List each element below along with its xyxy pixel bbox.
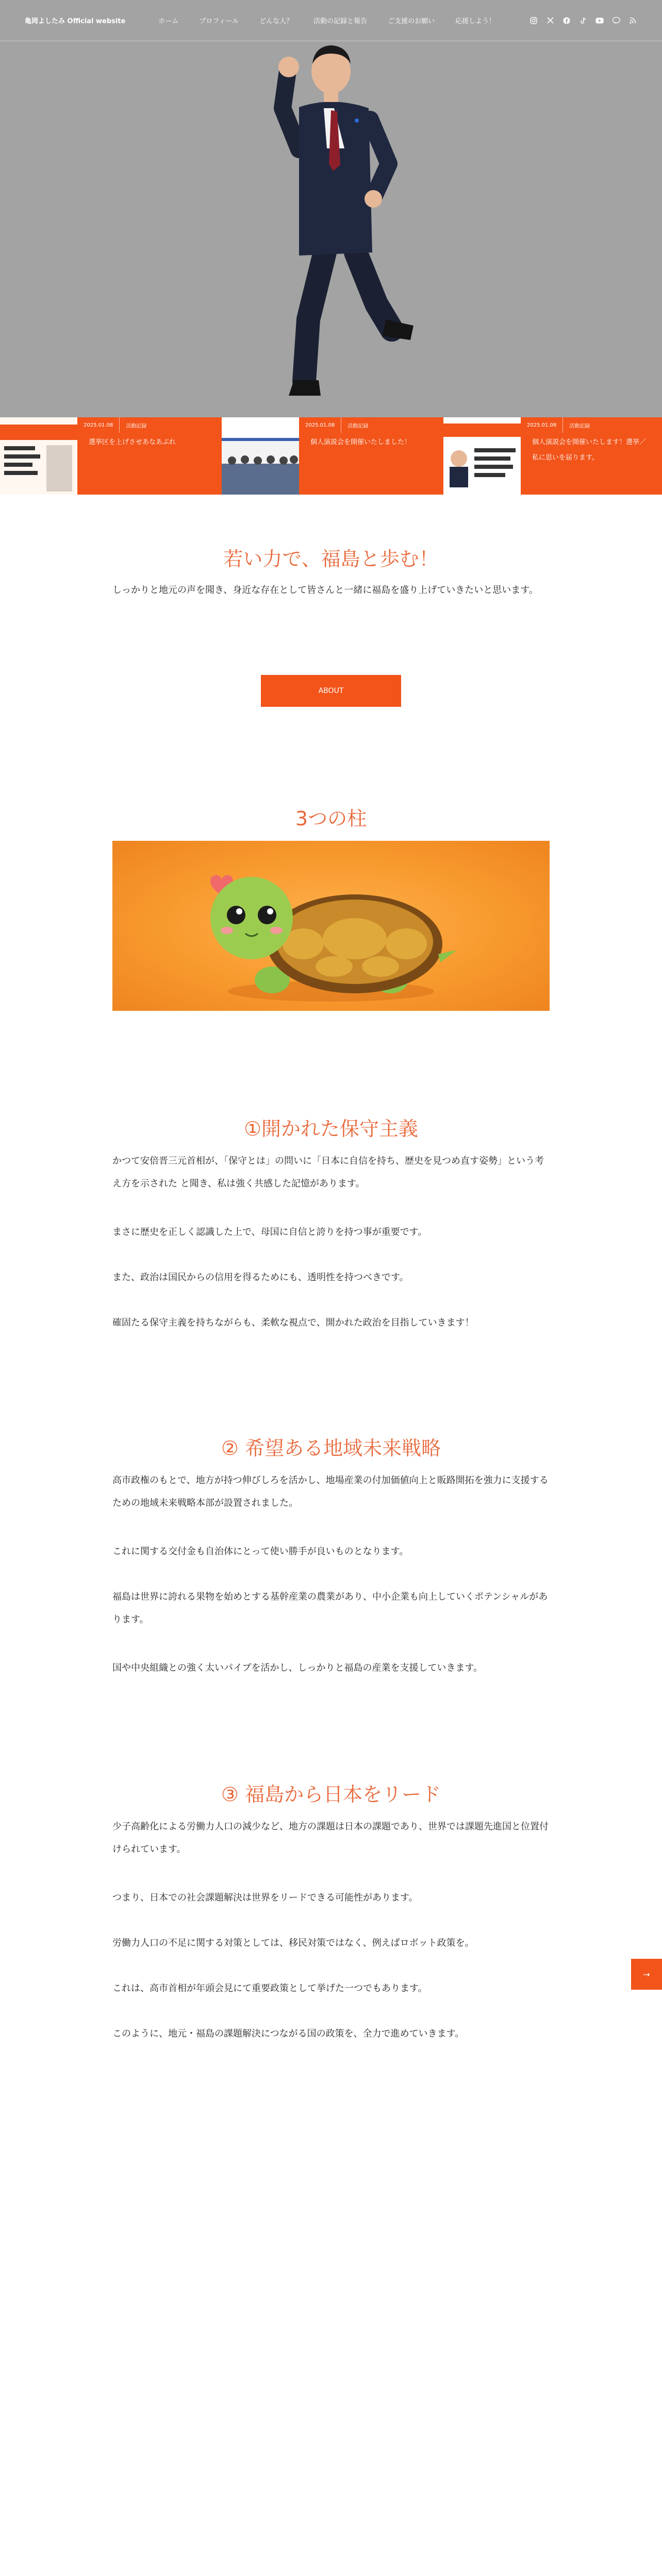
nav-item-profile[interactable]: プロフィール xyxy=(199,18,239,25)
instagram-icon[interactable] xyxy=(529,16,538,25)
section2-paragraph: これに関する交付金も自治体にとって使い勝手が良いものとなります。 xyxy=(112,1546,409,1557)
news-category[interactable]: 活動記録 xyxy=(562,417,596,433)
x-icon[interactable] xyxy=(545,16,555,25)
news-date: 2025.01.08 xyxy=(299,417,341,433)
section1-paragraph: また、政治は国民からの信用を得るためにも、透明性を持つべきです。 xyxy=(112,1272,409,1283)
nav-item-cheer[interactable]: 応援しよう！ xyxy=(455,18,496,25)
section3-paragraph: つまり、日本での社会課題解決は世界をリードできる可能性があります。 xyxy=(112,1892,418,1903)
about-button[interactable]: ABOUT xyxy=(261,675,401,707)
news-title[interactable]: 選挙区を上げさせあなあぶれ xyxy=(89,438,176,446)
section2-paragraph: 国や中央組織との強く太いパイプを活かし、しっかりと福島の産業を支援していきます。 xyxy=(112,1663,483,1673)
news-card[interactable] xyxy=(77,417,222,495)
tiktok-icon[interactable] xyxy=(578,16,588,25)
section3-paragraph: 少子高齢化による労働力人口の減少など、地方の課題は日本の課題であり、世界では課題先進国と位置付けられています。 xyxy=(112,1821,549,1855)
nav-item-about[interactable]: どんな人？ xyxy=(259,18,293,25)
section2-title: ② 希望ある地域未来戦略 xyxy=(221,1437,441,1460)
news-thumbnail[interactable] xyxy=(222,417,299,495)
facebook-icon[interactable] xyxy=(562,16,571,25)
intro-text: しっかりと地元の声を聞き、身近な存在として皆さんと一緒に福島を盛り上げていきたいと思います。 xyxy=(112,585,538,596)
news-card-meta xyxy=(521,417,596,433)
news-card-meta xyxy=(77,417,153,433)
youtube-icon[interactable] xyxy=(595,16,604,25)
nav-item-activity[interactable]: 活動の記録と報告 xyxy=(313,18,368,25)
site-logo[interactable]: 亀岡よしたみ Official website xyxy=(25,18,126,25)
news-date: 2025.01.08 xyxy=(521,417,562,433)
news-title[interactable]: 個人演説会を開催いたします！選挙／私に思いを届ります。 xyxy=(532,438,647,462)
section3-paragraph: これは、高市首相が年頭会見にて重要政策として挙げた一つでもあります。 xyxy=(112,1983,427,1994)
intro-title: 若い力で、福島と歩む！ xyxy=(223,548,439,570)
nav-item-support[interactable]: ご支援のお願い xyxy=(388,18,435,25)
hero xyxy=(0,0,662,495)
news-card[interactable] xyxy=(521,417,662,495)
news-date: 2025.01.08 xyxy=(77,417,119,433)
section2-paragraph: 福島は世界に誇れる果物を始めとする基幹産業の農業があり、中小企業も向上していくポテンシャルがあります。 xyxy=(112,1591,548,1625)
news-category[interactable]: 活動記録 xyxy=(119,417,153,433)
pillars-title: 3つの柱 xyxy=(295,807,367,830)
news-card-meta xyxy=(299,417,374,433)
scroll-arrow-button[interactable]: → xyxy=(631,1959,662,1990)
social-links xyxy=(522,16,637,25)
section3-title: ③ 福島から日本をリード xyxy=(221,1783,441,1806)
news-thumbnail[interactable] xyxy=(0,417,77,495)
section1-paragraph: まさに歴史を正しく認識した上で、母国に自信と誇りを持つ事が重要です。 xyxy=(112,1227,427,1238)
section3-paragraph: 労働力人口の不足に関する対策としては、移民対策ではなく、例えばロボット政策を。 xyxy=(112,1938,474,1948)
news-title[interactable]: 個人演説会を開催いたしました！ xyxy=(310,438,411,446)
section1-title: ①開かれた保守主義 xyxy=(243,1117,419,1140)
section1-paragraph: 確固たる保守主義を持ちながらも、柔軟な視点で、開かれた政治を目指していきます！ xyxy=(112,1317,474,1328)
section2-paragraph: 高市政権のもとで、地方が持つ伸びしろを活かし、地場産業の付加価値向上と販路開拓を強力に支援するための地域未来戦略本部が設置されました。 xyxy=(112,1475,549,1509)
section1-paragraph: かつて安倍晋三元首相が、「保守とは」の問いに「日本に自信を持ち、歴史を見つめ直す姿勢」という考え方を示された と聞き、私は強く共感した記憶があります。 xyxy=(112,1156,544,1189)
line-icon[interactable] xyxy=(611,16,621,25)
news-card[interactable] xyxy=(299,417,443,495)
turtle-banner xyxy=(112,841,550,1011)
section3-paragraph: このように、地元・福島の課題解決につながる国の政策を、全力で進めていきます。 xyxy=(112,2028,465,2039)
news-category[interactable]: 活動記録 xyxy=(341,417,374,433)
candidate-photo xyxy=(222,10,438,417)
nav-item-home[interactable]: ホーム xyxy=(158,18,179,25)
rss-icon[interactable] xyxy=(628,16,637,25)
news-carousel xyxy=(0,402,662,495)
news-thumbnail[interactable] xyxy=(443,417,521,495)
